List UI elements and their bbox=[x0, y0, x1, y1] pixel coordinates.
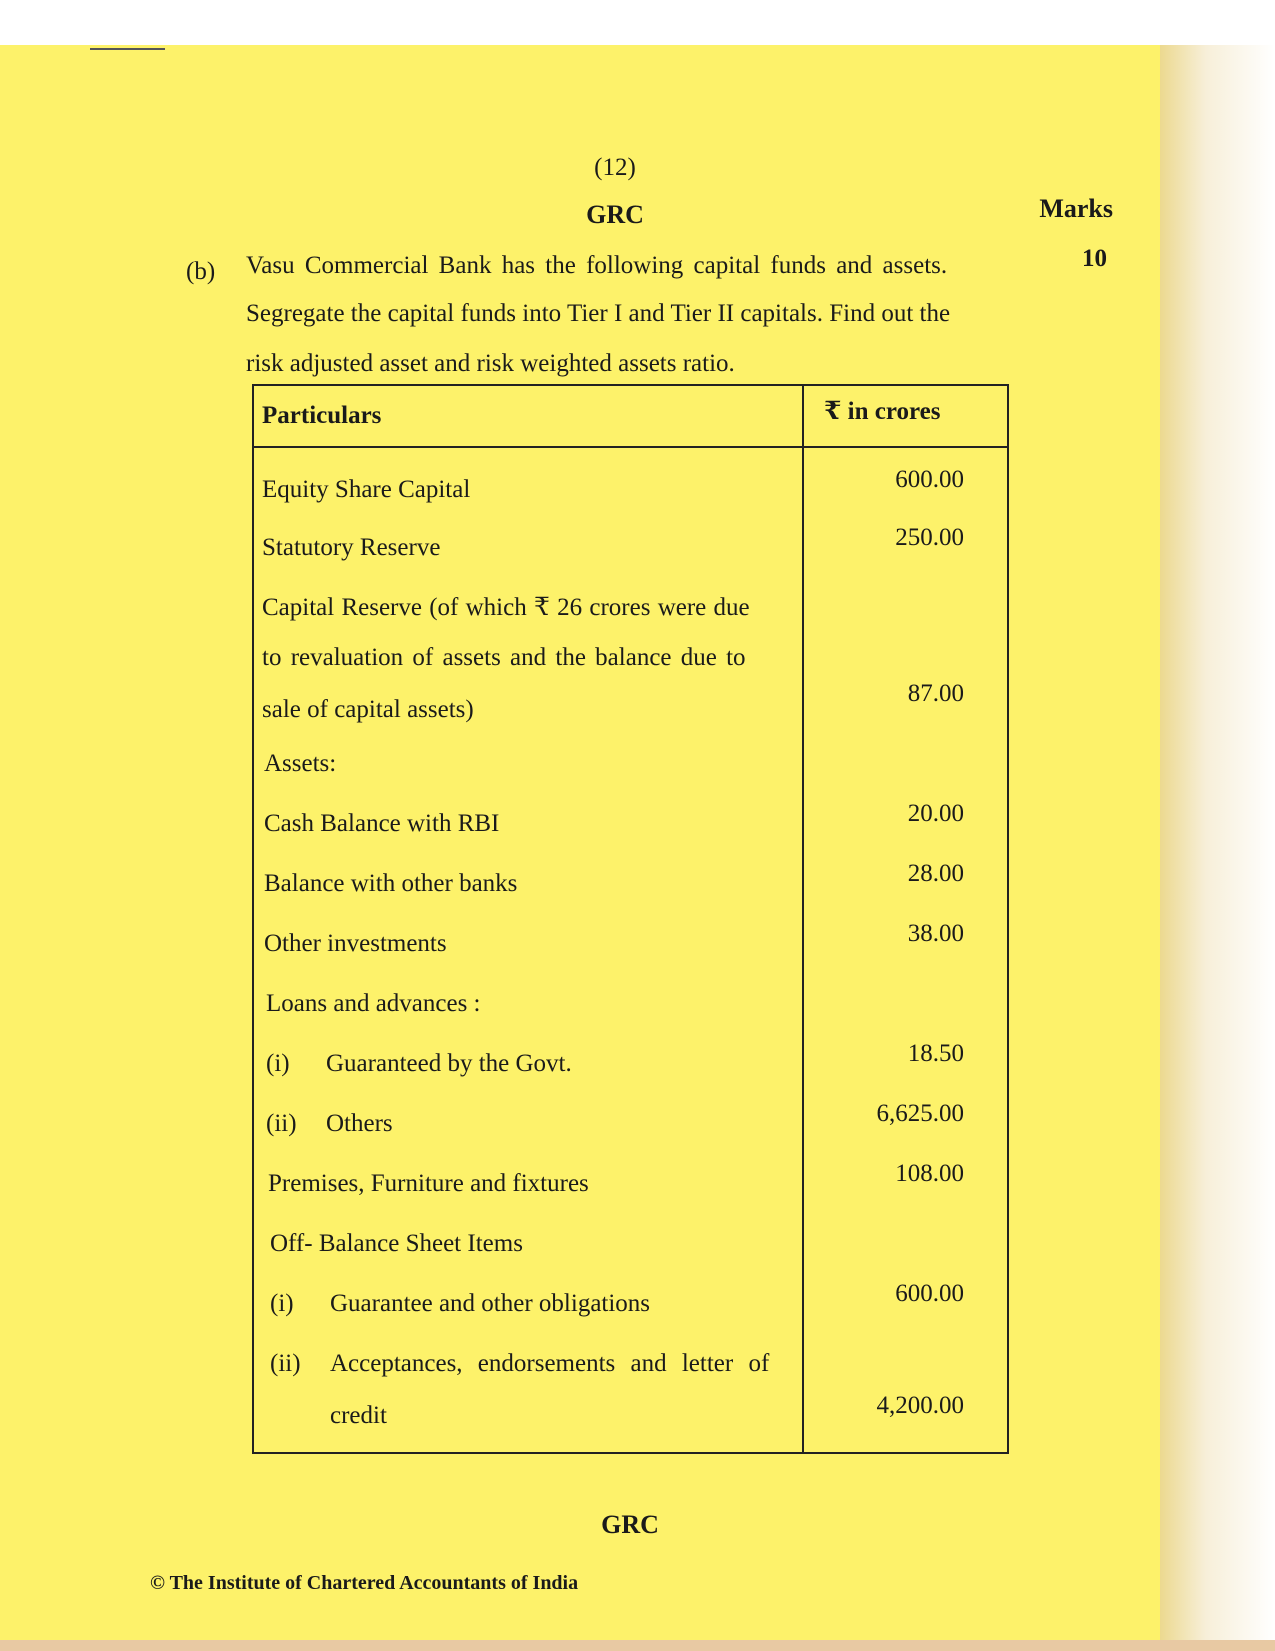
table-cell-index: (i) bbox=[266, 1050, 290, 1077]
table-cell-particular: Capital Reserve (of which ₹ 26 crores were due bbox=[262, 594, 750, 621]
table-header-amount: ₹ in crores bbox=[824, 398, 941, 425]
table-cell-particular: Others bbox=[326, 1110, 393, 1137]
table-cell-particular: Equity Share Capital bbox=[262, 476, 471, 503]
table-cell-particular: Assets: bbox=[264, 750, 337, 777]
table-cell-amount: 108.00 bbox=[895, 1160, 964, 1187]
table-cell-particular: Acceptances, endorsements and letter of bbox=[330, 1350, 770, 1377]
question-line: Vasu Commercial Bank has the following capital funds and assets. bbox=[246, 252, 948, 279]
header-code: GRC bbox=[586, 200, 644, 229]
question-line: Segregate the capital funds into Tier I and Tier II capitals. Find out the bbox=[246, 300, 951, 327]
table-cell-index: (ii) bbox=[266, 1110, 297, 1137]
table-cell-amount: 28.00 bbox=[907, 860, 964, 887]
table-cell-particular: to revaluation of assets and the balance due to bbox=[262, 644, 746, 671]
table-cell-index: (ii) bbox=[270, 1350, 301, 1377]
table-cell-amount: 18.50 bbox=[907, 1040, 964, 1067]
table-cell-particular: Balance with other banks bbox=[264, 870, 518, 897]
table-column-divider bbox=[802, 386, 804, 1452]
table-cell-particular: Loans and advances : bbox=[266, 990, 481, 1017]
table-cell-particular: sale of capital assets) bbox=[262, 696, 474, 723]
table-cell-amount: 87.00 bbox=[907, 680, 964, 707]
table-cell-amount: 4,200.00 bbox=[876, 1392, 964, 1419]
capital-funds-table bbox=[252, 384, 1009, 1454]
top-rule bbox=[90, 48, 165, 50]
table-cell-amount: 250.00 bbox=[895, 524, 964, 551]
footer-code: GRC bbox=[601, 1510, 659, 1539]
table-cell-particular: credit bbox=[330, 1402, 387, 1429]
table-cell-amount: 600.00 bbox=[895, 1280, 964, 1307]
copyright-notice: © The Institute of Chartered Accountants of India bbox=[150, 1572, 579, 1594]
table-header-particulars: Particulars bbox=[262, 402, 382, 429]
paper-edge bbox=[1160, 45, 1275, 1651]
table-cell-particular: Guaranteed by the Govt. bbox=[326, 1050, 572, 1077]
table-cell-amount: 600.00 bbox=[895, 466, 964, 493]
page-number: (12) bbox=[594, 154, 636, 181]
question-marks: 10 bbox=[1082, 245, 1107, 272]
table-cell-particular: Off- Balance Sheet Items bbox=[270, 1230, 523, 1257]
question-label: (b) bbox=[186, 258, 216, 285]
table-cell-particular: Other investments bbox=[264, 930, 447, 957]
table-cell-amount: 6,625.00 bbox=[876, 1100, 964, 1127]
marks-heading: Marks bbox=[1039, 194, 1113, 223]
question-line: risk adjusted asset and risk weighted assets ratio. bbox=[246, 350, 735, 377]
table-cell-particular: Cash Balance with RBI bbox=[264, 810, 500, 837]
bottom-band bbox=[0, 1640, 1275, 1651]
table-cell-amount: 20.00 bbox=[907, 800, 964, 827]
table-cell-particular: Guarantee and other obligations bbox=[330, 1290, 651, 1317]
table-cell-amount: 38.00 bbox=[907, 920, 964, 947]
table-cell-particular: Statutory Reserve bbox=[262, 534, 441, 561]
table-header-divider bbox=[254, 446, 1007, 448]
table-cell-index: (i) bbox=[270, 1290, 294, 1317]
table-cell-particular: Premises, Furniture and fixtures bbox=[268, 1170, 589, 1197]
